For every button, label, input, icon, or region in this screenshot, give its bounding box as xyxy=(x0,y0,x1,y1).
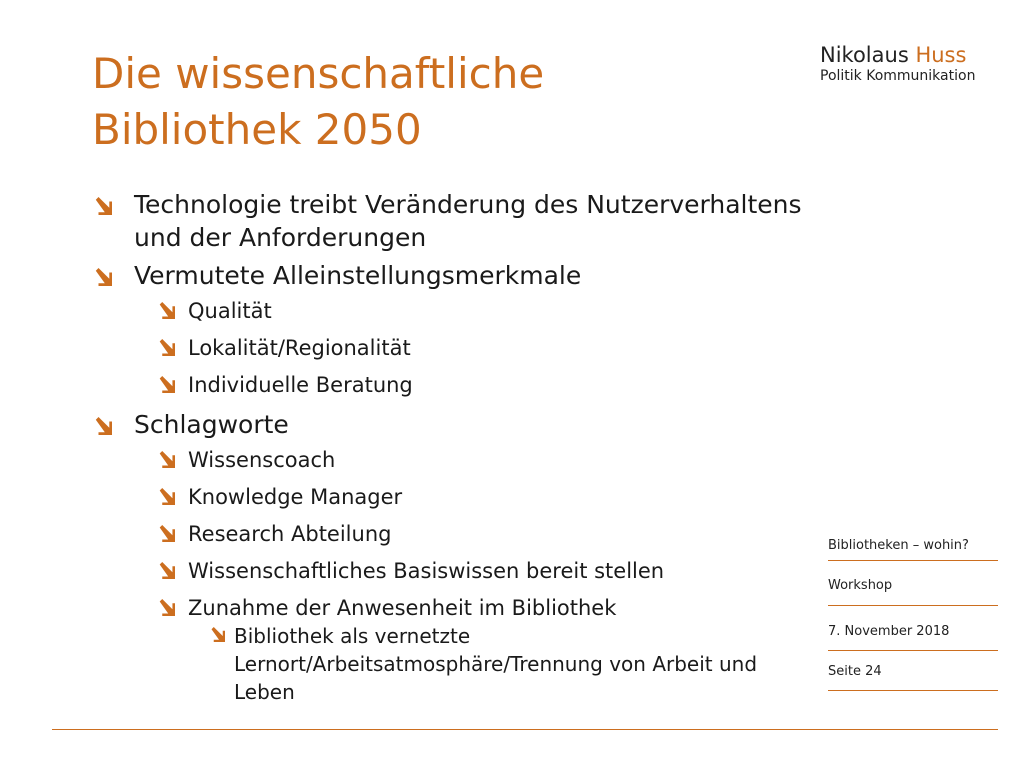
sidebar-date xyxy=(828,619,998,645)
bullet-arrow-icon xyxy=(210,627,225,642)
bullet-arrow-icon xyxy=(158,339,175,356)
sidebar-page-text: Seite 24 xyxy=(828,664,882,679)
bullet-arrow-icon xyxy=(158,599,175,616)
sub-bullet-item xyxy=(92,334,812,362)
bullet-text: Technologie treibt Veränderung des Nutzerverhaltens und der Anforderungen xyxy=(134,190,802,252)
sub-bullet-item xyxy=(92,483,812,511)
bullet-arrow-icon xyxy=(158,488,175,505)
slide-title xyxy=(92,46,732,158)
footer-divider xyxy=(52,729,998,730)
sub-bullet-text: Individuelle Beratung xyxy=(188,373,413,397)
sidebar-date-text: 7. November 2018 xyxy=(828,624,950,639)
sub-bullet-item xyxy=(92,371,812,399)
sub-bullet-text: Qualität xyxy=(188,299,272,323)
brand-last-name: Huss xyxy=(915,43,967,67)
brand-subtitle: Politik Kommunikation xyxy=(820,68,976,84)
sub-bullet-text: Lokalität/Regionalität xyxy=(188,336,411,360)
sub-bullet-item xyxy=(92,520,812,548)
bullet-arrow-icon xyxy=(158,562,175,579)
bullet-item xyxy=(92,188,812,254)
brand-name xyxy=(820,43,990,67)
sidebar-topic xyxy=(828,533,998,559)
sub-bullet-text: Wissenscoach xyxy=(188,448,336,472)
bullet-arrow-icon xyxy=(158,302,175,319)
bullet-text: Schlagworte xyxy=(134,410,289,439)
bullet-item xyxy=(92,259,812,292)
sub-bullet-text: Research Abteilung xyxy=(188,522,392,546)
sidebar-topic-text: Bibliotheken – wohin? xyxy=(828,538,969,553)
brand-block xyxy=(820,43,990,85)
bullet-arrow-icon xyxy=(94,268,112,286)
bullet-item xyxy=(92,408,812,441)
sub-sub-bullet-text: Bibliothek als vernetzte Lernort/Arbeitsatmosphäre/Trennung von Arbeit und Leben xyxy=(234,624,758,704)
bullet-arrow-icon xyxy=(94,197,112,215)
sub-bullet-item xyxy=(92,297,812,325)
sidebar-divider xyxy=(828,560,998,561)
sub-sub-bullet-item xyxy=(92,622,794,706)
bullet-list xyxy=(92,188,812,706)
bullet-arrow-icon xyxy=(158,525,175,542)
sub-bullet-item xyxy=(92,446,812,474)
sub-bullet-text: Knowledge Manager xyxy=(188,485,403,509)
sidebar-event-text: Workshop xyxy=(828,578,893,593)
bullet-arrow-icon xyxy=(158,451,175,468)
bullet-arrow-icon xyxy=(158,376,175,393)
sub-bullet-item xyxy=(92,594,812,622)
sub-bullet-text: Wissenschaftliches Basiswissen bereit stellen xyxy=(188,559,665,583)
slide-title-line1: Die wissenschaftliche xyxy=(92,49,545,98)
sidebar-divider xyxy=(828,605,998,606)
sub-bullet-text: Zunahme der Anwesenheit im Bibliothek xyxy=(188,596,617,620)
slide-title-line2: Bibliothek 2050 xyxy=(92,105,422,154)
bullet-text: Vermutete Alleinstellungsmerkmale xyxy=(134,261,582,290)
brand-first-name: Nikolaus xyxy=(820,43,909,67)
sub-bullet-item xyxy=(92,557,812,585)
bullet-arrow-icon xyxy=(94,417,112,435)
sidebar-divider xyxy=(828,690,998,691)
sidebar-event xyxy=(828,573,998,599)
sidebar-page xyxy=(828,659,998,685)
sidebar-divider xyxy=(828,650,998,651)
